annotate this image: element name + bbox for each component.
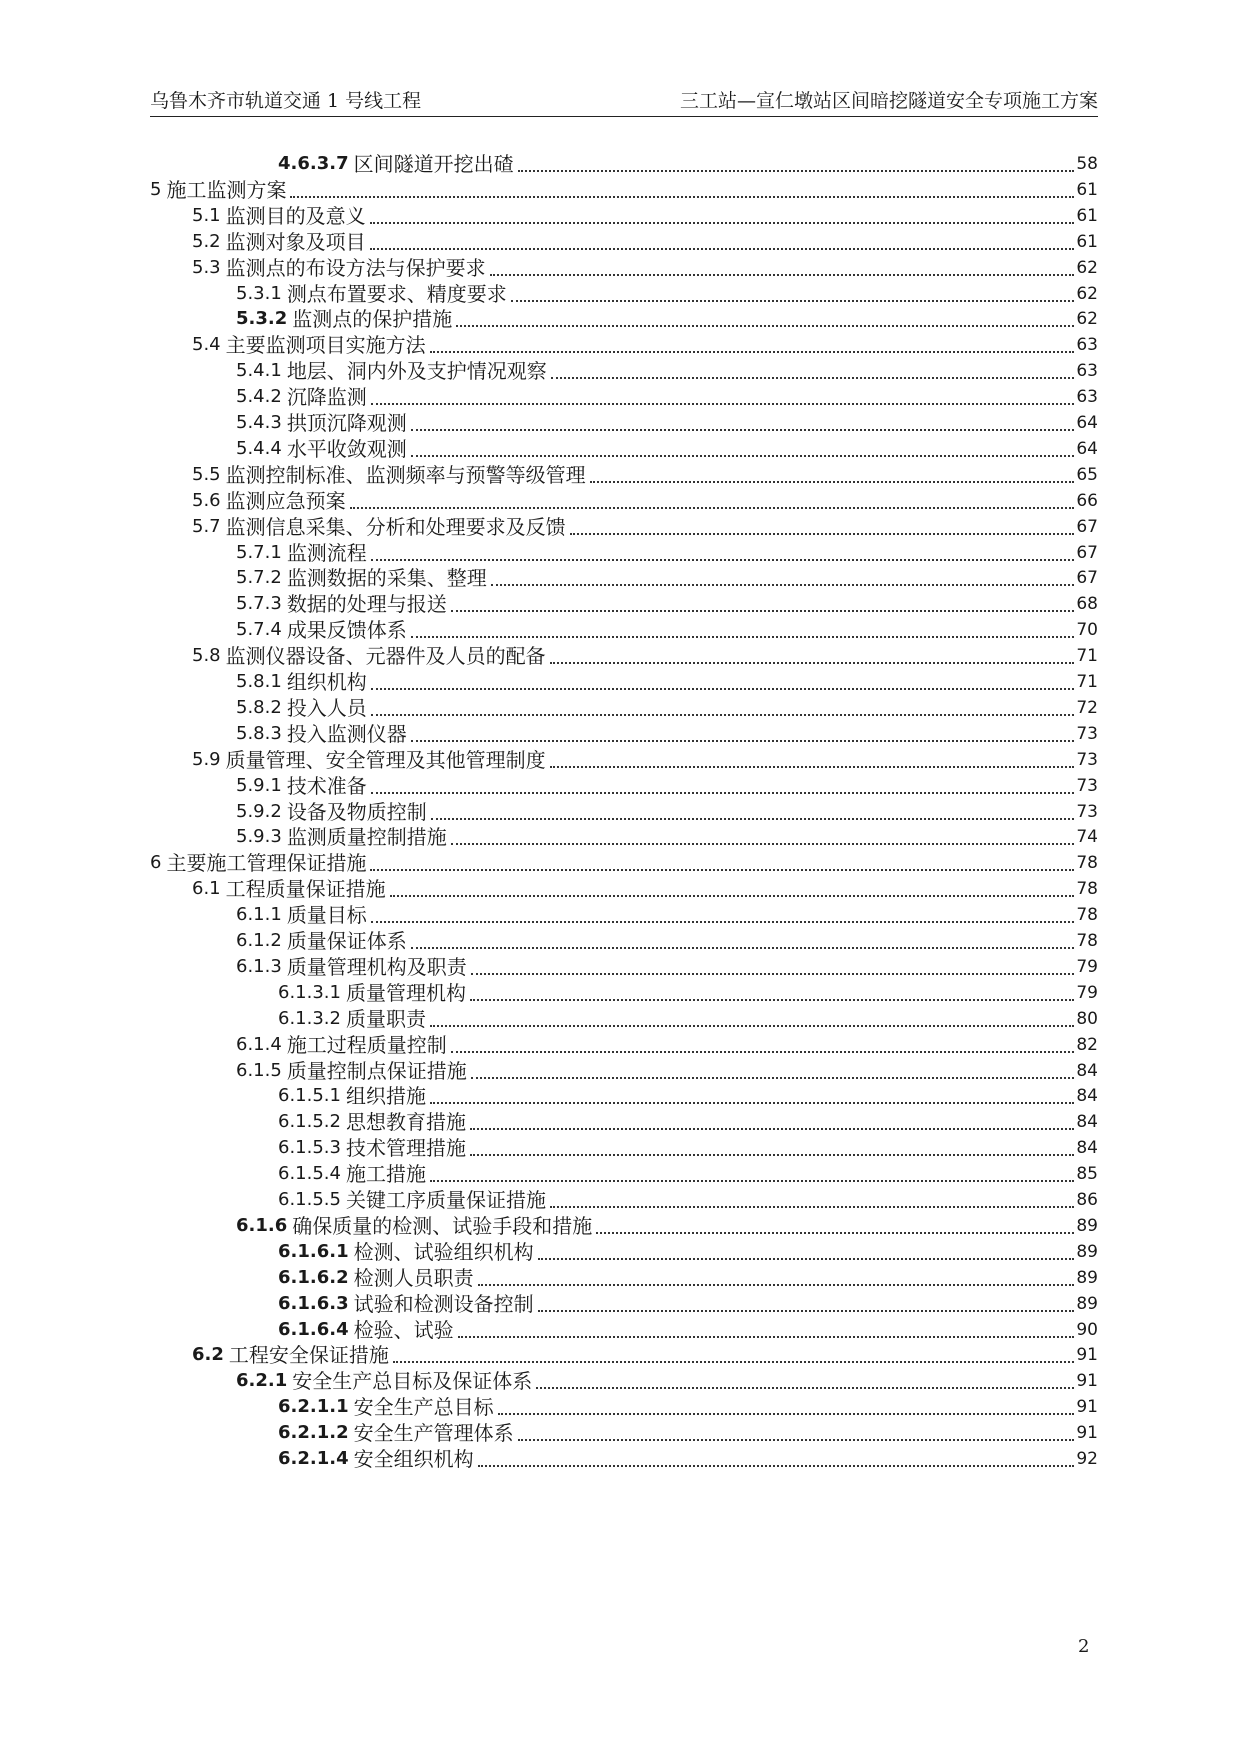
toc-entry[interactable] bbox=[150, 176, 1098, 204]
toc-entry[interactable] bbox=[236, 1031, 1098, 1059]
toc-entry-number: 5.7.4 bbox=[236, 619, 282, 641]
toc-dot-leader bbox=[470, 1127, 1074, 1130]
toc-entry-title: 监测点的布设方法与保护要求 bbox=[225, 255, 486, 280]
toc-entry-title: 监测应急预案 bbox=[225, 488, 346, 513]
toc-dot-leader bbox=[371, 687, 1075, 690]
toc-entry-number: 5.9.3 bbox=[236, 826, 282, 848]
toc-dot-leader bbox=[590, 480, 1075, 483]
toc-entry[interactable] bbox=[236, 435, 1098, 463]
toc-entry-page: 72 bbox=[1076, 697, 1098, 718]
toc-entry-title: 测点布置要求、精度要求 bbox=[286, 281, 507, 306]
toc-entry[interactable] bbox=[236, 668, 1098, 696]
toc-entry[interactable] bbox=[236, 564, 1098, 592]
toc-entry-page: 85 bbox=[1076, 1164, 1098, 1185]
toc-dot-leader bbox=[430, 350, 1075, 353]
toc-entry-title: 施工措施 bbox=[345, 1162, 426, 1187]
toc-entry[interactable] bbox=[192, 254, 1098, 282]
toc-entry-title: 成果反馈体系 bbox=[286, 618, 407, 643]
toc-entry-page: 63 bbox=[1076, 387, 1098, 408]
toc-entry-number: 5.8.2 bbox=[236, 696, 282, 718]
toc-entry-title: 技术准备 bbox=[286, 773, 367, 798]
toc-entry-title: 地层、洞内外及支护情况观察 bbox=[286, 359, 547, 384]
toc-entry[interactable] bbox=[278, 1160, 1098, 1188]
toc-entry[interactable] bbox=[236, 798, 1098, 826]
toc-entry[interactable] bbox=[278, 1393, 1098, 1421]
toc-entry-number: 5.4.4 bbox=[236, 437, 282, 459]
toc-entry[interactable] bbox=[236, 539, 1098, 567]
toc-entry-number: 6.1.1 bbox=[236, 904, 282, 926]
toc-entry[interactable] bbox=[236, 305, 1098, 333]
toc-entry-title: 检测人员职责 bbox=[353, 1265, 474, 1290]
toc-entry-number: 5.8.3 bbox=[236, 722, 282, 744]
toc-entry-title: 主要监测项目实施方法 bbox=[225, 333, 426, 358]
toc-dot-leader bbox=[451, 609, 1075, 612]
toc-dot-leader bbox=[490, 273, 1075, 276]
toc-entry-title: 监测信息采集、分析和处理要求及反馈 bbox=[225, 514, 566, 539]
toc-entry-number: 6.1.4 bbox=[236, 1033, 282, 1055]
toc-entry-title: 思想教育措施 bbox=[345, 1110, 466, 1135]
toc-entry-title: 监测点的保护措施 bbox=[292, 307, 453, 332]
toc-entry-title: 工程安全保证措施 bbox=[228, 1343, 389, 1368]
toc-entry-number: 6.1.3 bbox=[236, 955, 282, 977]
toc-entry-number: 5.1 bbox=[192, 204, 221, 226]
toc-entry-title: 安全生产总目标及保证体系 bbox=[292, 1369, 533, 1394]
toc-entry[interactable] bbox=[278, 1264, 1098, 1292]
toc-entry-page: 61 bbox=[1076, 179, 1098, 200]
toc-entry-title: 监测对象及项目 bbox=[225, 229, 366, 254]
toc-dot-leader bbox=[550, 765, 1075, 768]
toc-entry-title: 组织机构 bbox=[286, 670, 367, 694]
toc-entry-page: 82 bbox=[1076, 1034, 1098, 1055]
toc-dot-leader bbox=[371, 920, 1075, 923]
toc-entry[interactable] bbox=[278, 1108, 1098, 1136]
toc-entry-page: 91 bbox=[1076, 1397, 1098, 1418]
toc-entry-number: 5.5 bbox=[192, 463, 221, 485]
toc-entry-number: 5.9.1 bbox=[236, 774, 282, 796]
toc-entry-title: 质量保证体系 bbox=[286, 929, 407, 953]
toc-entry-number: 6.1.5.5 bbox=[278, 1189, 341, 1210]
toc-entry-page: 91 bbox=[1076, 1371, 1098, 1392]
toc-entry-title: 设备及物质控制 bbox=[286, 799, 427, 824]
toc-entry-page: 79 bbox=[1076, 982, 1098, 1003]
toc-dot-leader bbox=[393, 1360, 1074, 1363]
toc-dot-leader bbox=[498, 1412, 1075, 1415]
toc-entry-title: 监测质量控制措施 bbox=[286, 825, 447, 850]
toc-dot-leader bbox=[491, 583, 1075, 586]
toc-entry-title: 监测控制标准、监测频率与预警等级管理 bbox=[225, 462, 586, 487]
toc-entry-page: 78 bbox=[1076, 905, 1098, 926]
toc-entry[interactable] bbox=[236, 1212, 1098, 1240]
toc-entry-page: 89 bbox=[1076, 1293, 1098, 1314]
toc-entry-page: 84 bbox=[1076, 1112, 1098, 1133]
toc-entry-title: 工程质量保证措施 bbox=[225, 877, 386, 902]
toc-entry-title: 质量管理、安全管理及其他管理制度 bbox=[225, 747, 546, 772]
toc-entry[interactable] bbox=[278, 1445, 1098, 1473]
toc-dot-leader bbox=[411, 739, 1075, 742]
toc-entry-page: 78 bbox=[1076, 879, 1098, 900]
toc-entry-number: 6 bbox=[150, 852, 162, 874]
toc-entry[interactable] bbox=[236, 616, 1098, 644]
toc-dot-leader bbox=[430, 1101, 1074, 1104]
toc-entry-title: 监测仪器设备、元器件及人员的配备 bbox=[225, 644, 546, 669]
toc-dot-leader bbox=[371, 713, 1075, 716]
toc-entry[interactable] bbox=[278, 1186, 1098, 1214]
toc-entry-page: 62 bbox=[1076, 283, 1098, 304]
toc-entry-number: 5.2 bbox=[192, 230, 221, 252]
toc-dot-leader bbox=[536, 1386, 1074, 1389]
toc-entry-page: 79 bbox=[1076, 956, 1098, 977]
toc-entry-page: 73 bbox=[1076, 723, 1098, 744]
toc-entry-page: 89 bbox=[1076, 1241, 1098, 1262]
toc-entry[interactable] bbox=[278, 1419, 1098, 1447]
toc-entry-title: 质量管理机构 bbox=[345, 980, 466, 1005]
toc-entry[interactable] bbox=[192, 513, 1098, 541]
toc-entry-title: 主要施工管理保证措施 bbox=[166, 851, 367, 876]
toc-entry-page: 61 bbox=[1076, 205, 1098, 226]
toc-entry[interactable] bbox=[236, 357, 1098, 385]
toc-dot-leader bbox=[290, 195, 1074, 198]
toc-entry[interactable] bbox=[192, 228, 1098, 256]
toc-dot-leader bbox=[371, 558, 1075, 561]
toc-dot-leader bbox=[370, 247, 1075, 250]
toc-entry-page: 65 bbox=[1076, 464, 1098, 485]
toc-entry[interactable] bbox=[236, 953, 1098, 981]
toc-entry-number: 5.3 bbox=[192, 256, 221, 278]
toc-entry[interactable] bbox=[236, 694, 1098, 722]
toc-entry-title: 拱顶沉降观测 bbox=[286, 411, 407, 435]
toc-entry-title: 质量管理机构及职责 bbox=[286, 954, 467, 979]
toc-entry-page: 67 bbox=[1076, 568, 1098, 589]
toc-dot-leader bbox=[518, 1438, 1075, 1441]
toc-entry-number: 6.1.6 bbox=[236, 1214, 288, 1236]
toc-entry[interactable] bbox=[192, 875, 1098, 903]
toc-dot-leader bbox=[550, 1205, 1074, 1208]
toc-entry-page: 73 bbox=[1076, 749, 1098, 770]
toc-dot-leader bbox=[411, 635, 1075, 638]
toc-entry[interactable] bbox=[236, 1057, 1098, 1085]
toc-entry[interactable] bbox=[278, 1316, 1098, 1344]
toc-entry-number: 5.7.1 bbox=[236, 541, 282, 563]
toc-entry-page: 84 bbox=[1076, 1138, 1098, 1159]
toc-dot-leader bbox=[430, 1024, 1074, 1027]
toc-entry-page: 73 bbox=[1076, 775, 1098, 796]
toc-entry-page: 90 bbox=[1076, 1319, 1098, 1340]
toc-entry-title: 安全生产管理体系 bbox=[353, 1421, 514, 1446]
toc-dot-leader bbox=[518, 169, 1075, 172]
toc-entry-page: 92 bbox=[1076, 1449, 1098, 1469]
toc-entry[interactable] bbox=[192, 1341, 1098, 1369]
toc-entry-number: 6.1.6.4 bbox=[278, 1318, 349, 1340]
toc-dot-leader bbox=[451, 842, 1075, 845]
toc-entry-page: 62 bbox=[1076, 257, 1098, 278]
toc-dot-leader bbox=[511, 299, 1075, 302]
toc-entry[interactable] bbox=[236, 772, 1098, 800]
toc-entry-title: 水平收敛观测 bbox=[286, 436, 407, 461]
toc-entry-number: 5.4.1 bbox=[236, 360, 282, 382]
toc-entry-title: 组织措施 bbox=[345, 1084, 426, 1109]
toc-entry-number: 4.6.3.7 bbox=[278, 153, 349, 174]
toc-entry-title: 安全组织机构 bbox=[353, 1447, 474, 1471]
toc-entry-number: 6.1.5.2 bbox=[278, 1111, 341, 1133]
toc-entry[interactable] bbox=[236, 409, 1098, 437]
toc-entry[interactable] bbox=[192, 487, 1098, 515]
toc-entry[interactable] bbox=[236, 590, 1098, 618]
toc-entry-number: 6.1.5.3 bbox=[278, 1137, 341, 1159]
toc-entry-title: 技术管理措施 bbox=[345, 1136, 466, 1161]
toc-entry-title: 检验、试验 bbox=[353, 1317, 454, 1342]
toc-dot-leader bbox=[370, 868, 1074, 871]
toc-entry-number: 6.2.1.2 bbox=[278, 1422, 349, 1444]
toc-dot-leader bbox=[550, 661, 1075, 664]
toc-dot-leader bbox=[596, 1231, 1074, 1234]
toc-entry-number: 5.7.3 bbox=[236, 593, 282, 615]
header-project-name: 乌鲁木齐市轨道交通 1 号线工程 bbox=[150, 90, 422, 112]
toc-dot-leader bbox=[478, 1464, 1075, 1467]
toc-entry-title: 数据的处理与报送 bbox=[286, 592, 447, 617]
toc-dot-leader bbox=[538, 1309, 1075, 1312]
toc-entry[interactable] bbox=[236, 927, 1098, 955]
toc-entry-page: 61 bbox=[1076, 231, 1098, 252]
toc-entry-page: 62 bbox=[1076, 309, 1098, 330]
toc-entry-title: 确保质量的检测、试验手段和措施 bbox=[292, 1213, 593, 1238]
toc-entry-page: 74 bbox=[1076, 827, 1098, 848]
toc-entry[interactable] bbox=[192, 746, 1098, 774]
toc-entry-title: 监测目的及意义 bbox=[225, 203, 366, 228]
toc-entry[interactable] bbox=[192, 331, 1098, 359]
toc-entry-number: 5.4.3 bbox=[236, 412, 282, 433]
toc-entry-title: 投入人员 bbox=[286, 695, 367, 720]
toc-entry-number: 6.2.1.1 bbox=[278, 1396, 349, 1418]
toc-entry-number: 6.2.1 bbox=[236, 1370, 288, 1392]
toc-entry-number: 5.7.2 bbox=[236, 567, 282, 589]
toc-entry-page: 86 bbox=[1076, 1190, 1098, 1210]
toc-entry-title: 区间隧道开挖出碴 bbox=[353, 152, 514, 176]
toc-dot-leader bbox=[350, 506, 1075, 509]
toc-dot-leader bbox=[456, 324, 1074, 327]
toc-entry-page: 84 bbox=[1076, 1060, 1098, 1081]
toc-entry[interactable] bbox=[192, 202, 1098, 230]
toc-entry[interactable] bbox=[236, 823, 1098, 851]
toc-entry[interactable] bbox=[192, 642, 1098, 670]
toc-entry-title: 检测、试验组织机构 bbox=[353, 1239, 534, 1264]
toc-entry-page: 71 bbox=[1076, 672, 1098, 692]
toc-entry-number: 5.6 bbox=[192, 489, 221, 511]
toc-entry[interactable] bbox=[236, 280, 1098, 308]
toc-entry-number: 5.3.2 bbox=[236, 308, 288, 330]
toc-dot-leader bbox=[470, 998, 1074, 1001]
toc-entry-page: 68 bbox=[1076, 594, 1098, 615]
toc-dot-leader bbox=[538, 1257, 1075, 1260]
toc-entry-number: 6.1 bbox=[192, 878, 221, 900]
toc-entry-number: 5.7 bbox=[192, 515, 221, 537]
toc-entry[interactable] bbox=[236, 383, 1098, 411]
toc-dot-leader bbox=[371, 791, 1075, 794]
toc-entry-number: 5.8 bbox=[192, 645, 221, 667]
toc-dot-leader bbox=[470, 1153, 1074, 1156]
toc-entry-number: 5.4 bbox=[192, 334, 221, 356]
toc-entry-title: 施工过程质量控制 bbox=[286, 1032, 447, 1057]
toc-dot-leader bbox=[458, 1335, 1075, 1338]
toc-entry[interactable] bbox=[150, 849, 1098, 877]
toc-entry-page: 89 bbox=[1076, 1267, 1098, 1288]
toc-entry-page: 63 bbox=[1076, 335, 1098, 356]
toc-entry-number: 6.1.3.2 bbox=[278, 1007, 341, 1029]
toc-entry-title: 施工监测方案 bbox=[166, 177, 287, 202]
toc-dot-leader bbox=[370, 221, 1075, 224]
toc-dot-leader bbox=[411, 946, 1075, 949]
toc-entry-page: 91 bbox=[1076, 1423, 1098, 1444]
toc-entry-title: 监测流程 bbox=[286, 540, 367, 565]
toc-entry-number: 5.4.2 bbox=[236, 386, 282, 408]
toc-entry-title: 安全生产总目标 bbox=[353, 1395, 494, 1420]
toc-entry-page: 64 bbox=[1076, 413, 1098, 433]
toc-dot-leader bbox=[478, 1283, 1075, 1286]
toc-entry-number: 6.1.5.4 bbox=[278, 1163, 341, 1185]
toc-entry-number: 6.1.6.3 bbox=[278, 1292, 349, 1314]
toc-entry-title: 试验和检测设备控制 bbox=[353, 1291, 534, 1316]
toc-entry[interactable] bbox=[278, 1238, 1098, 1266]
toc-dot-leader bbox=[471, 972, 1075, 975]
toc-entry-number: 6.1.5.1 bbox=[278, 1085, 341, 1107]
toc-entry-title: 质量职责 bbox=[345, 1006, 426, 1031]
toc-entry-number: 6.1.6.1 bbox=[278, 1240, 349, 1262]
page-number: 2 bbox=[1078, 1636, 1090, 1657]
toc-entry-number: 6.1.5 bbox=[236, 1059, 282, 1081]
toc-entry-page: 80 bbox=[1076, 1008, 1098, 1029]
toc-entry-page: 78 bbox=[1076, 853, 1098, 874]
toc-dot-leader bbox=[471, 1076, 1075, 1079]
toc-entry-title: 投入监测仪器 bbox=[286, 721, 407, 746]
toc-entry[interactable] bbox=[278, 1290, 1098, 1318]
toc-entry-page: 67 bbox=[1076, 516, 1098, 537]
toc-entry[interactable] bbox=[236, 720, 1098, 748]
toc-entry-number: 5.8.1 bbox=[236, 671, 282, 692]
toc-entry[interactable] bbox=[236, 1367, 1098, 1395]
toc-entry-number: 5.9.2 bbox=[236, 800, 282, 822]
toc-entry-title: 监测数据的采集、整理 bbox=[286, 566, 487, 591]
toc-entry-title: 质量目标 bbox=[286, 903, 367, 928]
toc-entry[interactable] bbox=[278, 979, 1098, 1007]
toc-dot-leader bbox=[431, 817, 1075, 820]
toc-entry-number: 6.1.3.1 bbox=[278, 981, 341, 1003]
toc-dot-leader bbox=[411, 428, 1075, 431]
toc-dot-leader bbox=[430, 1179, 1074, 1182]
toc-entry-number: 6.1.2 bbox=[236, 930, 282, 951]
toc-entry-number: 6.1.6.2 bbox=[278, 1266, 349, 1288]
toc-entry[interactable] bbox=[236, 901, 1098, 929]
toc-entry-page: 58 bbox=[1076, 154, 1098, 174]
toc-dot-leader bbox=[551, 376, 1075, 379]
toc-entry-page: 67 bbox=[1076, 542, 1098, 563]
toc-entry-page: 63 bbox=[1076, 361, 1098, 382]
toc-dot-leader bbox=[451, 1050, 1075, 1053]
toc-entry-number: 6.2 bbox=[192, 1344, 224, 1366]
toc-entry-page: 70 bbox=[1076, 620, 1098, 641]
toc-dot-leader bbox=[411, 454, 1075, 457]
toc-entry-page: 89 bbox=[1076, 1215, 1098, 1236]
toc-entry-page: 73 bbox=[1076, 801, 1098, 822]
toc-entry-page: 64 bbox=[1076, 438, 1098, 459]
page-header bbox=[150, 86, 1098, 117]
toc-entry[interactable] bbox=[278, 1005, 1098, 1033]
toc-entry[interactable] bbox=[278, 1134, 1098, 1162]
toc-entry-number: 5.3.1 bbox=[236, 282, 282, 304]
toc-dot-leader bbox=[390, 894, 1075, 897]
toc-entry[interactable] bbox=[192, 461, 1098, 489]
toc-dot-leader bbox=[570, 532, 1075, 535]
toc-entry-number: 6.2.1.4 bbox=[278, 1448, 349, 1469]
toc-entry-title: 关键工序质量保证措施 bbox=[345, 1188, 546, 1212]
toc-entry-page: 71 bbox=[1076, 646, 1098, 667]
toc-entry-number: 5.9 bbox=[192, 748, 221, 770]
toc-entry[interactable] bbox=[278, 150, 1098, 178]
toc-entry-number: 5 bbox=[150, 178, 162, 200]
header-document-title: 三工站—宣仁墩站区间暗挖隧道安全专项施工方案 bbox=[679, 90, 1098, 112]
toc-entry-title: 沉降监测 bbox=[286, 385, 367, 410]
toc-entry-page: 78 bbox=[1076, 931, 1098, 951]
toc-entry[interactable] bbox=[278, 1082, 1098, 1110]
toc-entry-page: 84 bbox=[1076, 1086, 1098, 1107]
toc-entry-title: 质量控制点保证措施 bbox=[286, 1058, 467, 1083]
toc-dot-leader bbox=[371, 402, 1075, 405]
toc-entry-page: 91 bbox=[1076, 1345, 1098, 1366]
toc-entry-page: 66 bbox=[1076, 490, 1098, 511]
